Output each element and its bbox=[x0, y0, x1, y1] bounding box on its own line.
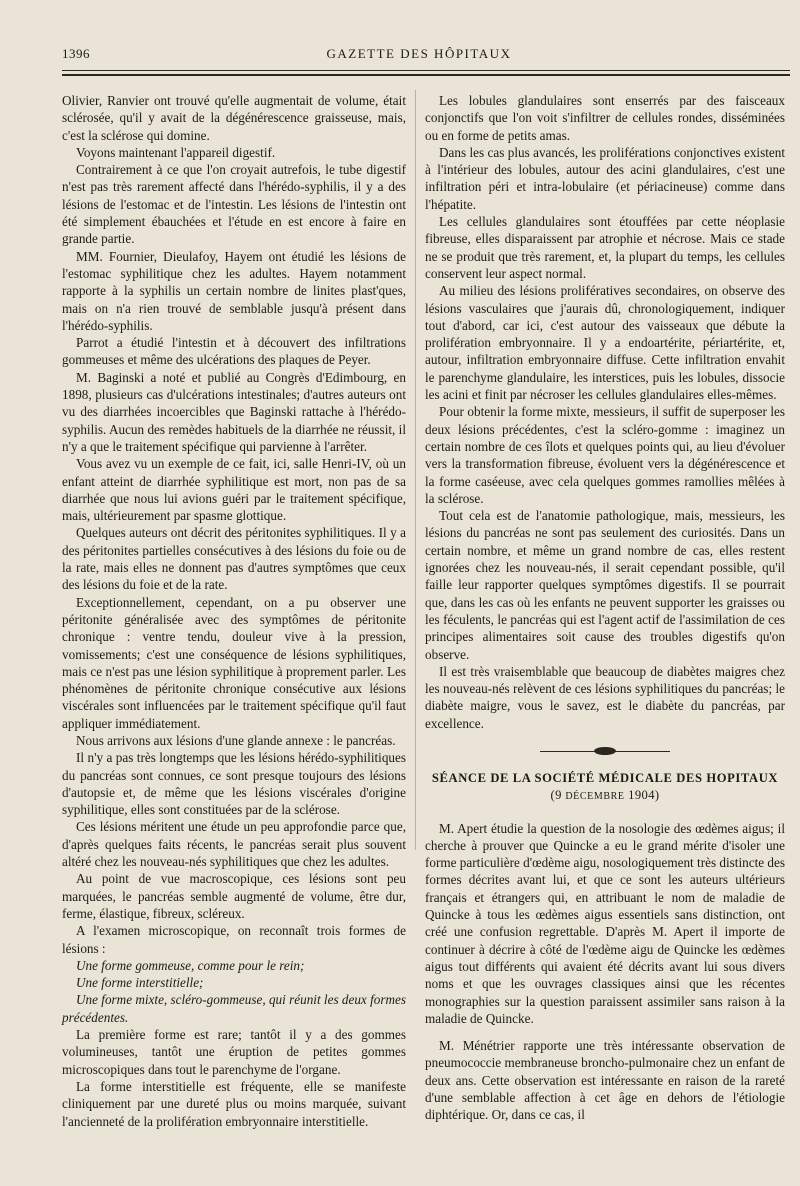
paragraph: Les cellules glandulaires sont étouffées par cette néoplasie fibreuse, elles disparaissent par atrophie et nécrose. Mais ce stade ne se produit que très rarement, et, la plupart du temps, les cellules conservent leur aspect normal. bbox=[425, 214, 785, 281]
paragraph: Contrairement à ce que l'on croyait autrefois, le tube digestif n'est pas très rarement affecté dans l'hérédo-syphilis, il y a des lésions de l'estomac et de l'intestin. Les lésions de l'intestin ont été simplement ébauchées et l'étude en est encore à faire en grande partie. bbox=[62, 162, 406, 247]
paragraph: Quelques auteurs ont décrit des péritonites syphilitiques. Il y a des péritonites partielles consécutives à des lésions du foie ou de la rate, mais elles ne donnent pas d'autres symptômes que ceux des lésions du foie et de la rate. bbox=[62, 525, 406, 593]
paragraph: La première forme est rare; tantôt il y a des gommes volumineuses, tantôt une éruption de petites gommes microscopiques dans tout le parenchyme de l'organe. bbox=[62, 1027, 406, 1077]
section-title: SÉANCE DE LA SOCIÉTÉ MÉDICALE DES HOPITAUX bbox=[431, 770, 779, 785]
paragraph: Nous arrivons aux lésions d'une glande annexe : le pancréas. bbox=[76, 732, 396, 748]
page-header bbox=[62, 44, 776, 66]
ornament-diamond bbox=[594, 747, 616, 755]
paragraph: Pour obtenir la forme mixte, messieurs, il suffit de superposer les deux lésions précédentes, c'est la scléro-gomme : imaginez un certain nombre de ces îlots et quelques points qui, au lieu d'évoluer vers la transformation fibreuse, évoluent vers la dégénérescence et la forme caséeuse, avec cela quelques gommes ramollies mêlées à la sclérose. bbox=[425, 404, 785, 506]
date-month: DÉCEMBRE bbox=[565, 791, 625, 803]
list-item: Une forme interstitielle; bbox=[76, 975, 204, 991]
paragraph: M. Ménétrier rapporte une très intéressante observation de pneumococcie membraneuse broncho-pulmonaire chez un enfant de deux ans. Cette observation est intéressante en raison de la rareté d'une semblable affection à cet âge en dehors de l'étiologie diphtérique. Or, dans ce cas, il bbox=[425, 1038, 785, 1123]
paragraph: Ces lésions méritent une étude un peu approfondie parce que, d'après quelques faits récents, le pancréas serait plus souvent altéré chez les nouveau-nés syphilitiques que chez les adultes. bbox=[62, 819, 406, 870]
right-column bbox=[425, 92, 785, 1124]
column-divider bbox=[415, 90, 416, 850]
header-rule-thin bbox=[62, 70, 790, 71]
section-ornament bbox=[540, 748, 670, 756]
date-open: (9 bbox=[550, 788, 566, 803]
journal-title: GAZETTE DES HÔPITAUX bbox=[326, 46, 512, 61]
paragraph: M. Apert étudie la question de la nosologie des œdèmes aigus; il cherche à prouver que Quincke a eu le grand mérite d'isoler une forme particulière d'œdème aigu, nosologiquement très distincte des formes décrites avant lui, et que ce sont les auteurs ultérieurs français et étrangers qui, en attribuant le nom de maladie de Quincke à tous les œdèmes aigus essentiels sans distinction, ont créé une confusion regrettable. D'après M. Apert il importe de continuer à décrire à côté de l'œdème aigu de Quincke les œdèmes aigus tout différents qui avaient été décrits avant lui sous divers noms et que les ouvrages classiques ainsi que les récentes monographies sur la question paraissent assimiler sans raison à la maladie de Quincke. bbox=[425, 820, 785, 1026]
paragraph: Au point de vue macroscopique, ces lésions sont peu marquées, le pancréas semble augmenté de volume, être dur, ferme, élastique, fibreux, scléreux. bbox=[62, 871, 406, 921]
paragraph: Dans les cas plus avancés, les proliférations conjonctives existent à l'intérieur des lobules, autour des acini glandulaires, c'est une infiltration péri et intra-lobulaire (et périacineuse) comme dans l'hépatite. bbox=[425, 144, 785, 212]
paragraph: Parrot a étudié l'intestin et à découvert des infiltrations gommeuses et même des ulcérations des plaques de Peyer. bbox=[62, 335, 406, 368]
section-date bbox=[425, 787, 785, 805]
paragraph: Vous avez vu un exemple de ce fait, ici, salle Henri-IV, où un enfant atteint de diarrhée syphilitique est mort, non pas de sa diarrhée que nous lui avions guéri par le traitement spécifique, mais, ultérieurement par spasme glottique. bbox=[62, 456, 406, 524]
paragraph: La forme interstitielle est fréquente, elle se manifeste cliniquement par une dureté plus ou moins marquée, suivant l'ancienneté de la prolifération embryonnaire interstitielle. bbox=[62, 1078, 406, 1129]
paragraph: M. Baginski a noté et publié au Congrès d'Edimbourg, en 1898, plusieurs cas d'ulcérations intestinales; d'autres auteurs ont vu des diarrhées incoercibles que Baginski rattache à l'hérédo-syphilis. Aucun des remèdes habituels de la diarrhée ne réussit, il n'y a que le traitement spécifique qui parvienne à l'arrêter. bbox=[62, 369, 406, 454]
page-number: 1396 bbox=[62, 46, 90, 61]
header-rule-thick bbox=[62, 74, 790, 76]
paragraph: MM. Fournier, Dieulafoy, Hayem ont étudié les lésions de l'estomac syphilitique chez les adultes. Hayem notamment rapporte à la syphilis un certain nombre de linites plast'ques, mais on n'a rien trouvé de semblable jusqu'à présent dans l'hérédo-syphilis. bbox=[62, 248, 406, 333]
paragraph: Tout cela est de l'anatomie pathologique, mais, messieurs, les lésions du pancréas ne sont pas seulement des curiosités. Dans un certain nombre, et même un grand nombre de cas, elles restent ignorées chez les nouveau-nés, il serait cependant possible, qu'il faille leur rapporter quelques symptômes digestifs. Il se pourrait que, dans les cas où les enfants ne peuvent supporter les graisses ou les féculents, le pancréas qui est l'agent actif de l'assimilation de ces principes alimentaires soit cause des troubles digestifs qu'on observe. bbox=[425, 508, 785, 662]
list-item: Une forme mixte, scléro-gommeuse, qui réunit les deux formes précédentes. bbox=[62, 992, 406, 1025]
paragraph: Voyons maintenant l'appareil digestif. bbox=[76, 144, 276, 160]
paragraph: Au milieu des lésions prolifératives secondaires, on observe des lésions vasculaires que j'aurais dû, chronologiquement, indiquer tout d'abord, car ici, c'est autour des vaisseaux que débute la prolifération embryonnaire. Il y a endoartérite, périartérite, et, autour, infiltration embryonnaire diffuse. Cette infiltration envahit le parenchyme glandulaire, les interstices, puis les lobules, dissocie les acini et finit par nécroser les cellules glandulaires elles-mêmes. bbox=[425, 283, 785, 403]
paragraph: Il est très vraisemblable que beaucoup de diabètes maigres chez les nouveau-nés relèvent de ces lésions syphilitiques du pancréas; le diabète maigre, vous le savez, est le diabète du pancréas, par excellence. bbox=[425, 663, 785, 731]
paragraph: A l'examen microscopique, on reconnaît trois formes de lésions : bbox=[62, 923, 406, 956]
date-close: 1904) bbox=[624, 788, 660, 803]
left-column bbox=[62, 92, 406, 1130]
paragraph: Olivier, Ranvier ont trouvé qu'elle augmentait de volume, était sclérosée, qu'il y avait de la dégénérescence graisseuse, mais, c'est la sclérose qui domine. bbox=[62, 93, 406, 143]
list-item: Une forme gommeuse, comme pour le rein; bbox=[76, 957, 305, 973]
paragraph: Il n'y a pas très longtemps que les lésions hérédo-syphilitiques du pancréas sont connues, ce sont presque toujours des lésions d'autopsie et, de même que les lésions viscérales d'origine syphilitique, elles sont constituées par de la sclérose. bbox=[62, 750, 406, 818]
paragraph: Exceptionnellement, cependant, on a pu observer une péritonite généralisée avec des symptômes de péritonite chronique : ventre tendu, douleur vive à la pression, vomissements; c'est une conséquence de lésions syphilitiques, mais ce n'est pas une lésion syphilitique à proprement parler. Les phénomènes de péritonite chronique consécutive aux lésions viscérales sont influencées par le traitement spécifique qu'il faut appliquer immédiatement. bbox=[62, 594, 406, 731]
paragraph: Les lobules glandulaires sont enserrés par des faisceaux conjonctifs que l'on voit s'infiltrer de cellules rondes, disséminées ou en forme de petits amas. bbox=[425, 93, 785, 143]
